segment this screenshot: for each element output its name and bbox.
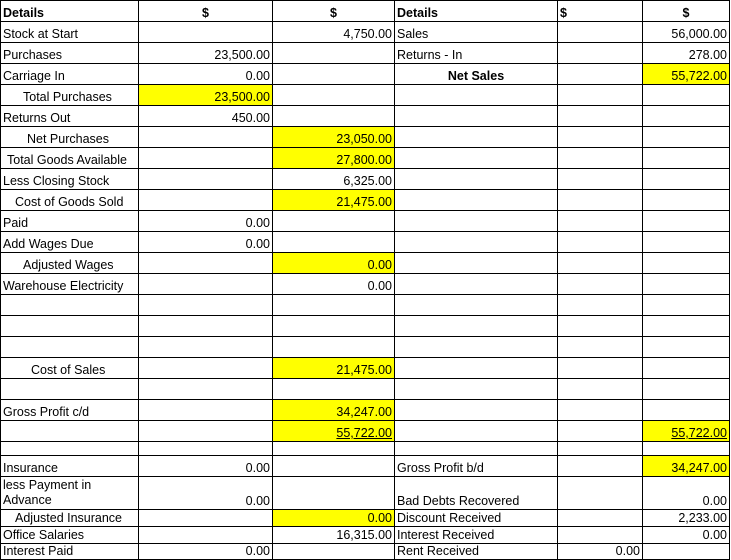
cell-r16-a[interactable]: [0, 337, 139, 358]
cell-r16-b[interactable]: [139, 337, 273, 358]
cell-stock-at-start-c[interactable]: 4,750.00: [273, 22, 395, 43]
cell-r13-d[interactable]: [395, 274, 558, 295]
cell-r19-e[interactable]: [558, 400, 643, 421]
cell-r5-e[interactable]: [558, 106, 643, 127]
cell-r8-d[interactable]: [395, 169, 558, 190]
cell-totals-c[interactable]: [273, 421, 395, 442]
cell-net-purchases-c[interactable]: 23,050.00: [273, 127, 395, 148]
cell-total-purchases-b[interactable]: 23,500.00: [139, 85, 273, 106]
cell-sales-label[interactable]: Sales: [395, 22, 558, 43]
cell-r9-d[interactable]: [395, 190, 558, 211]
cell-r7-e[interactable]: [558, 148, 643, 169]
cell-r17-e[interactable]: [558, 358, 643, 379]
cell-r10-f[interactable]: [643, 211, 730, 232]
cell-cogs-c[interactable]: 21,475.00: [273, 190, 395, 211]
cell-purchases-c[interactable]: [273, 43, 395, 64]
cell-r12-d[interactable]: [395, 253, 558, 274]
cell-gross-profit-bd-e[interactable]: [558, 456, 643, 477]
cell-r15-d[interactable]: [395, 316, 558, 337]
header-dollar-e[interactable]: $: [558, 0, 643, 22]
cell-office-salaries-c[interactable]: 16,315.00: [273, 527, 395, 544]
cell-paid-label[interactable]: Paid: [0, 211, 139, 232]
cell-closing-stock-label[interactable]: Less Closing Stock: [0, 169, 139, 190]
cell-gross-profit-bd-label[interactable]: Gross Profit b/d: [395, 456, 558, 477]
cell-office-salaries-b[interactable]: [139, 527, 273, 544]
cell-r10-d[interactable]: [395, 211, 558, 232]
cell-r5-d[interactable]: [395, 106, 558, 127]
cell-purchases-label[interactable]: Purchases: [0, 43, 139, 64]
cell-adjusted-wages-c[interactable]: 0.00: [273, 253, 395, 274]
cell-r11-e[interactable]: [558, 232, 643, 253]
cell-r14-c[interactable]: [273, 295, 395, 316]
cell-r15-a[interactable]: [0, 316, 139, 337]
cell-sales-f[interactable]: 56,000.00: [643, 22, 730, 43]
cell-office-salaries-label[interactable]: Office Salaries: [0, 527, 139, 544]
cell-prepayment-c[interactable]: [273, 477, 395, 510]
cell-r19-f[interactable]: [643, 400, 730, 421]
cell-r10-e[interactable]: [558, 211, 643, 232]
cell-totals-b[interactable]: [139, 421, 273, 442]
cell-rent-received-e[interactable]: 0.00: [558, 544, 643, 560]
cell-r5-f[interactable]: [643, 106, 730, 127]
cell-interest-paid-c[interactable]: [273, 544, 395, 560]
cell-r16-f[interactable]: [643, 337, 730, 358]
cell-r13-f[interactable]: [643, 274, 730, 295]
cell-r19-d[interactable]: [395, 400, 558, 421]
cell-wages-due-b[interactable]: 0.00: [139, 232, 273, 253]
cell-r21-c[interactable]: [273, 442, 395, 456]
cell-insurance-b[interactable]: 0.00: [139, 456, 273, 477]
cell-r21-b[interactable]: [139, 442, 273, 456]
cell-prepayment-label[interactable]: less Payment in Advance: [0, 477, 139, 510]
cell-r16-d[interactable]: [395, 337, 558, 358]
cell-closing-stock-b[interactable]: [139, 169, 273, 190]
cell-discount-received-e[interactable]: [558, 510, 643, 527]
cell-r18-a[interactable]: [0, 379, 139, 400]
cell-net-sales-label[interactable]: Net Sales: [395, 64, 558, 85]
cell-r18-c[interactable]: [273, 379, 395, 400]
cell-wages-due-c[interactable]: [273, 232, 395, 253]
cell-totals-d[interactable]: [395, 421, 558, 442]
cell-r12-e[interactable]: [558, 253, 643, 274]
cell-interest-received-label[interactable]: Interest Received: [395, 527, 558, 544]
cell-r6-e[interactable]: [558, 127, 643, 148]
cell-r21-e[interactable]: [558, 442, 643, 456]
cell-r6-d[interactable]: [395, 127, 558, 148]
cell-total-goods-label[interactable]: Total Goods Available: [0, 148, 139, 169]
cell-stock-at-start-b[interactable]: [139, 22, 273, 43]
cell-paid-b[interactable]: 0.00: [139, 211, 273, 232]
totals-f-value: 55,722.00: [671, 426, 727, 440]
header-dollar-f[interactable]: $: [643, 0, 730, 22]
cell-adjusted-wages-label[interactable]: Adjusted Wages: [0, 253, 139, 274]
cell-warehouse-elec-label[interactable]: Warehouse Electricity: [0, 274, 139, 295]
cell-bad-debts-f[interactable]: 0.00: [643, 477, 730, 510]
cell-r18-f[interactable]: [643, 379, 730, 400]
cell-gross-profit-bd-f[interactable]: 34,247.00: [643, 456, 730, 477]
cell-rent-received-f[interactable]: [643, 544, 730, 560]
cell-r16-e[interactable]: [558, 337, 643, 358]
cell-stock-at-start-label[interactable]: Stock at Start: [0, 22, 139, 43]
cell-r8-e[interactable]: [558, 169, 643, 190]
cell-interest-paid-label[interactable]: Interest Paid: [0, 544, 139, 560]
cell-r7-d[interactable]: [395, 148, 558, 169]
cell-cost-of-sales-label[interactable]: Cost of Sales: [0, 358, 139, 379]
cell-gross-profit-cd-b[interactable]: [139, 400, 273, 421]
cell-totals-e[interactable]: [558, 421, 643, 442]
cell-net-sales-f[interactable]: 55,722.00: [643, 64, 730, 85]
cell-carriage-in-label[interactable]: Carriage In: [0, 64, 139, 85]
cell-net-purchases-b[interactable]: [139, 127, 273, 148]
cell-gross-profit-cd-c[interactable]: 34,247.00: [273, 400, 395, 421]
cell-r9-f[interactable]: [643, 190, 730, 211]
cell-prepayment-b[interactable]: 0.00: [139, 477, 273, 510]
cell-cogs-b[interactable]: [139, 190, 273, 211]
cell-purchases-b[interactable]: 23,500.00: [139, 43, 273, 64]
cell-total-goods-c[interactable]: 27,800.00: [273, 148, 395, 169]
cell-insurance-c[interactable]: [273, 456, 395, 477]
header-dollar-c[interactable]: $: [273, 0, 395, 22]
cell-interest-received-e[interactable]: [558, 527, 643, 544]
cell-returns-out-c[interactable]: [273, 106, 395, 127]
header-details-left[interactable]: Details: [0, 0, 139, 22]
cell-r17-f[interactable]: [643, 358, 730, 379]
cell-r18-e[interactable]: [558, 379, 643, 400]
cell-r8-f[interactable]: [643, 169, 730, 190]
cell-r4-d[interactable]: [395, 85, 558, 106]
cell-carriage-in-c[interactable]: [273, 64, 395, 85]
cell-adjusted-insurance-c[interactable]: 0.00: [273, 510, 395, 527]
cell-warehouse-elec-c[interactable]: 0.00: [273, 274, 395, 295]
cell-r16-c[interactable]: [273, 337, 395, 358]
header-details-right[interactable]: Details: [395, 0, 558, 22]
cell-insurance-label[interactable]: Insurance: [0, 456, 139, 477]
cell-sales-e[interactable]: [558, 22, 643, 43]
cell-cogs-label[interactable]: Cost of Goods Sold: [0, 190, 139, 211]
cell-r14-d[interactable]: [395, 295, 558, 316]
cell-net-sales-e[interactable]: [558, 64, 643, 85]
cell-interest-paid-b[interactable]: 0.00: [139, 544, 273, 560]
cell-r11-d[interactable]: [395, 232, 558, 253]
cell-r18-b[interactable]: [139, 379, 273, 400]
cell-r15-e[interactable]: [558, 316, 643, 337]
cell-returns-in-e[interactable]: [558, 43, 643, 64]
cell-discount-received-f[interactable]: 2,233.00: [643, 510, 730, 527]
cell-closing-stock-c[interactable]: 6,325.00: [273, 169, 395, 190]
cell-r21-a[interactable]: [0, 442, 139, 456]
cell-r9-e[interactable]: [558, 190, 643, 211]
cell-r4-f[interactable]: [643, 85, 730, 106]
cell-net-purchases-label[interactable]: Net Purchases: [0, 127, 139, 148]
cell-returns-in-f[interactable]: 278.00: [643, 43, 730, 64]
cell-bad-debts-e[interactable]: [558, 477, 643, 510]
totals-c-value: 55,722.00: [336, 426, 392, 440]
cell-returns-in-label[interactable]: Returns - In: [395, 43, 558, 64]
cell-r21-f[interactable]: [643, 442, 730, 456]
cell-warehouse-elec-b[interactable]: [139, 274, 273, 295]
cell-total-goods-b[interactable]: [139, 148, 273, 169]
cell-total-purchases-c[interactable]: [273, 85, 395, 106]
cell-paid-c[interactable]: [273, 211, 395, 232]
cell-bad-debts-label[interactable]: Bad Debts Recovered: [395, 477, 558, 510]
cell-interest-received-f[interactable]: 0.00: [643, 527, 730, 544]
cell-r12-f[interactable]: [643, 253, 730, 274]
cell-totals-f[interactable]: [643, 421, 730, 442]
cell-gross-profit-cd-label[interactable]: Gross Profit c/d: [0, 400, 139, 421]
cell-r14-e[interactable]: [558, 295, 643, 316]
cell-wages-due-label[interactable]: Add Wages Due: [0, 232, 139, 253]
cell-cost-of-sales-b[interactable]: [139, 358, 273, 379]
cell-r7-f[interactable]: [643, 148, 730, 169]
cell-r14-f[interactable]: [643, 295, 730, 316]
cell-r4-e[interactable]: [558, 85, 643, 106]
cell-r13-e[interactable]: [558, 274, 643, 295]
cell-r15-b[interactable]: [139, 316, 273, 337]
cell-totals-a[interactable]: [0, 421, 139, 442]
cell-r6-f[interactable]: [643, 127, 730, 148]
cell-adjusted-insurance-label[interactable]: Adjusted Insurance: [0, 510, 139, 527]
cell-returns-out-label[interactable]: Returns Out: [0, 106, 139, 127]
cell-rent-received-label[interactable]: Rent Received: [395, 544, 558, 560]
header-dollar-b[interactable]: $: [139, 0, 273, 22]
cell-r17-d[interactable]: [395, 358, 558, 379]
cell-r11-f[interactable]: [643, 232, 730, 253]
cell-discount-received-label[interactable]: Discount Received: [395, 510, 558, 527]
cell-r14-a[interactable]: [0, 295, 139, 316]
cell-r15-f[interactable]: [643, 316, 730, 337]
cell-adjusted-insurance-b[interactable]: [139, 510, 273, 527]
cell-r15-c[interactable]: [273, 316, 395, 337]
cell-r21-d[interactable]: [395, 442, 558, 456]
cell-adjusted-wages-b[interactable]: [139, 253, 273, 274]
cell-cost-of-sales-c[interactable]: 21,475.00: [273, 358, 395, 379]
cell-carriage-in-b[interactable]: 0.00: [139, 64, 273, 85]
cell-r18-d[interactable]: [395, 379, 558, 400]
cell-r14-b[interactable]: [139, 295, 273, 316]
cell-returns-out-b[interactable]: 450.00: [139, 106, 273, 127]
cell-total-purchases-label[interactable]: Total Purchases: [0, 85, 139, 106]
